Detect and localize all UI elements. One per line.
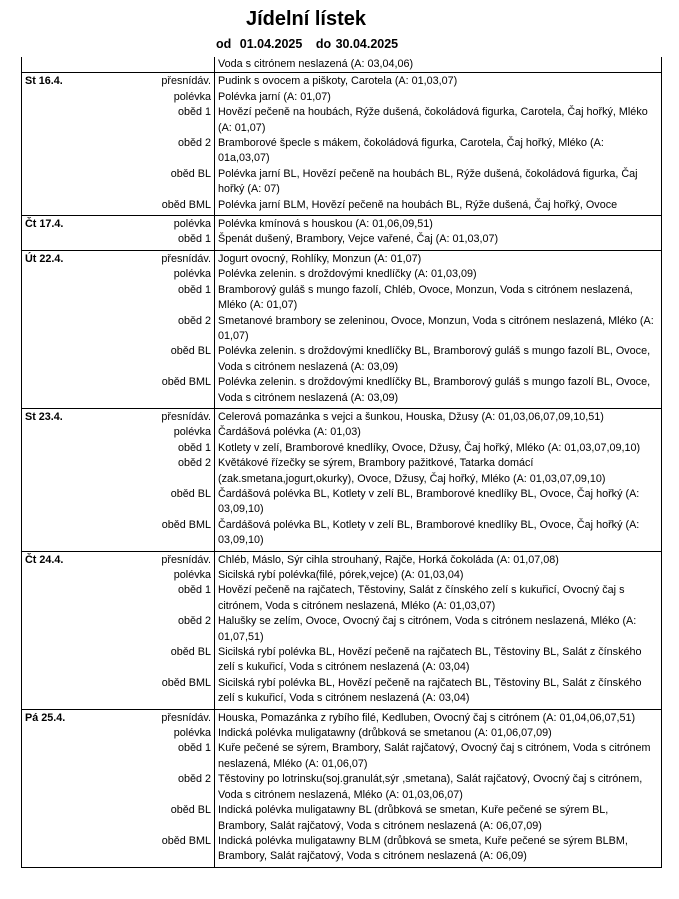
- day-cell: [22, 614, 100, 645]
- meal-description-cell: Houska, Pomazánka z rybího filé, Kedluben, Ovocný čaj s citrónem (A: 01,04,06,07,51): [215, 709, 662, 726]
- meal-type-cell: oběd 2: [177, 457, 211, 470]
- meal-type-cell: [100, 57, 215, 73]
- table-row: [22, 518, 662, 551]
- meal-type-cell: oběd 1: [177, 233, 211, 246]
- menu-top-row-group: [22, 57, 662, 73]
- table-row: [22, 73, 662, 90]
- table-row: [22, 645, 662, 676]
- meal-type-cell: přesnídáv.: [161, 75, 211, 88]
- meal-description-cell: Voda s citrónem neslazená (A: 03,04,06): [215, 57, 662, 73]
- meal-description-cell: Těstoviny po lotrinsku(soj.granulát,sýr ,smetana), Salát rajčatový, Ovocný čaj s citrónem, Voda s citrónem neslazená, Mléko (A: 01,03,06,07): [215, 772, 662, 803]
- table-row: [22, 487, 662, 518]
- table-row: [22, 456, 662, 487]
- meal-type-cell: polévka: [173, 218, 211, 231]
- table-row: [22, 314, 662, 345]
- table-row: [22, 408, 662, 425]
- meal-type-cell: oběd BML: [161, 198, 211, 211]
- meal-description-cell: Polévka zelenin. s droždovými knedlíčky BL, Bramborový guláš s mungo fazolí BL, Ovoce, Voda s citrónem neslazená (A: 03,09): [215, 375, 662, 408]
- day-group: [22, 73, 662, 216]
- table-row: [22, 232, 662, 250]
- meal-description-cell: Polévka zelenin. s droždovými knedlíčky (A: 01,03,09): [215, 267, 662, 282]
- meal-description-cell: Indická polévka muligatawny (drůbková se smetanou (A: 01,06,07,09): [215, 726, 662, 741]
- meal-type-cell: oběd BL: [170, 646, 211, 659]
- meal-description-cell: Pudink s ovocem a piškoty, Carotela (A: 01,03,07): [215, 73, 662, 90]
- meal-description-cell: Polévka zelenin. s droždovými knedlíčky BL, Bramborový guláš s mungo fazolí BL, Ovoce, Voda s citrónem neslazená (A: 03,09): [215, 344, 662, 375]
- meal-type-cell: oběd 2: [177, 773, 211, 786]
- meal-description-cell: Květákové řízečky se sýrem, Brambory pažitkové, Tatarka domácí (zak.smetana,jogurt,okurky), Ovoce, Džusy, Čaj hořký, Mléko (A: 01,03,07,09,10): [215, 456, 662, 487]
- meal-description-cell: Čardášová polévka BL, Kotlety v zelí BL, Bramborové knedlíky BL, Ovoce, Čaj hořký (A: 03,09,10): [215, 487, 662, 518]
- table-row: [22, 267, 662, 282]
- meal-type-cell: oběd BL: [170, 167, 211, 180]
- meal-type-cell: polévka: [173, 426, 211, 439]
- day-cell: [22, 726, 100, 741]
- meal-description-cell: Sicilská rybí polévka BL, Hovězí pečeně na rajčatech BL, Těstoviny BL, Salát z čínského zelí s kukuřicí, Voda s citrónem neslazená (A: 03,04): [215, 645, 662, 676]
- meal-description-cell: Čardášová polévka BL, Kotlety v zelí BL, Bramborové knedlíky BL, Ovoce, Čaj hořký (A: 03,09,10): [215, 518, 662, 551]
- meal-description-cell: Polévka jarní BL, Hovězí pečeně na houbách BL, Rýže dušená, čokoládová figurka, Čaj hořký (A: 07): [215, 167, 662, 198]
- day-cell: [22, 518, 100, 551]
- table-row: [22, 57, 662, 73]
- meal-type-cell: oběd 1: [177, 441, 211, 454]
- day-cell: [22, 167, 100, 198]
- meal-type-cell: polévka: [173, 268, 211, 281]
- table-row: [22, 425, 662, 440]
- day-cell: [22, 314, 100, 345]
- table-row: [22, 216, 662, 233]
- day-cell: [22, 441, 100, 456]
- meal-type-cell: oběd 2: [177, 137, 211, 150]
- table-row: [22, 283, 662, 314]
- meal-type-cell: oběd BML: [161, 376, 211, 389]
- meal-type-cell: polévka: [173, 727, 211, 740]
- day-cell: St 23.4.: [22, 408, 100, 425]
- meal-description-cell: Sicilská rybí polévka BL, Hovězí pečeně na rajčatech BL, Těstoviny BL, Salát z čínského zelí s kukuřicí, Voda s citrónem neslazená (A: 03,04): [215, 676, 662, 709]
- meal-description-cell: Celerová pomazánka s vejci a šunkou, Houska, Džusy (A: 01,03,06,07,09,10,51): [215, 408, 662, 425]
- table-row: [22, 568, 662, 583]
- meal-type-cell: oběd BML: [161, 676, 211, 689]
- from-label: od: [216, 37, 232, 51]
- day-cell: [22, 198, 100, 216]
- day-cell: [22, 676, 100, 709]
- page-title: Jídelní lístek: [245, 8, 367, 30]
- meal-type-cell: oběd 2: [177, 615, 211, 628]
- meal-type-cell: přesnídáv.: [161, 711, 211, 724]
- meal-description-cell: Čardášová polévka (A: 01,03): [215, 425, 662, 440]
- meal-type-cell: oběd 2: [177, 314, 211, 327]
- meal-type-cell: oběd BL: [170, 487, 211, 500]
- table-row: [22, 375, 662, 408]
- table-row: [22, 709, 662, 726]
- table-row: [22, 250, 662, 267]
- meal-description-cell: Smetanové brambory se zeleninou, Ovoce, Monzun, Voda s citrónem neslazená, Mléko (A: 01,07): [215, 314, 662, 345]
- meal-type-cell: oběd 1: [177, 283, 211, 296]
- day-cell: [22, 232, 100, 250]
- day-cell: [22, 283, 100, 314]
- day-cell: [22, 425, 100, 440]
- day-cell: [22, 267, 100, 282]
- table-row: [22, 167, 662, 198]
- to-date: 30.04.2025: [335, 37, 399, 51]
- menu-table: [21, 57, 662, 868]
- day-group: [22, 216, 662, 251]
- meal-description-cell: Kuře pečené se sýrem, Brambory, Salát rajčatový, Ovocný čaj s citrónem, Voda s citrónem neslazená, Mléko (A: 01,06,07): [215, 741, 662, 772]
- meal-type-cell: přesnídáv.: [161, 252, 211, 265]
- table-row: [22, 803, 662, 834]
- day-group: [22, 551, 662, 709]
- meal-description-cell: Hovězí pečeně na rajčatech, Těstoviny, Salát z čínského zelí s kukuřicí, Ovocný čaj s citrónem, Voda s citrónem neslazená, Mléko (A: 01,03,07): [215, 583, 662, 614]
- meal-type-cell: polévka: [173, 569, 211, 581]
- meal-type-cell: oběd 1: [177, 106, 211, 119]
- meal-description-cell: Chléb, Máslo, Sýr cihla strouhaný, Rajče, Horká čokoláda (A: 01,07,08): [215, 551, 662, 568]
- day-group: [22, 709, 662, 867]
- meal-description-cell: Halušky se zelím, Ovoce, Ovocný čaj s citrónem, Voda s citrónem neslazená, Mléko (A: 01,07,51): [215, 614, 662, 645]
- meal-description-cell: Špenát dušený, Brambory, Vejce vařené, Čaj (A: 01,03,07): [215, 232, 662, 250]
- meal-description-cell: Hovězí pečeně na houbách, Rýže dušená, čokoládová figurka, Carotela, Čaj hořký, Mléko (A: 01,07): [215, 105, 662, 136]
- table-row: [22, 614, 662, 645]
- meal-type-cell: přesnídáv.: [161, 553, 211, 566]
- meal-description-cell: Sicilská rybí polévka(filé, pórek,vejce) (A: 01,03,04): [215, 568, 662, 583]
- meal-description-cell: Polévka jarní (A: 01,07): [215, 90, 662, 105]
- meal-type-cell: oběd BL: [170, 345, 211, 358]
- day-cell: [22, 834, 100, 867]
- table-row: [22, 726, 662, 741]
- day-cell: [22, 741, 100, 772]
- meal-type-cell: oběd BML: [161, 834, 211, 847]
- from-date: 01.04.2025: [239, 37, 303, 51]
- table-row: [22, 834, 662, 867]
- meal-description-cell: Indická polévka muligatawny BLM (drůbková se smeta, Kuře pečené se sýrem BLBM, Brambory, Salát rajčatový, Voda s citrónem neslazená (A: 06,09): [215, 834, 662, 867]
- day-cell: [22, 772, 100, 803]
- day-cell: [22, 57, 100, 73]
- table-row: [22, 344, 662, 375]
- table-row: [22, 741, 662, 772]
- day-group: [22, 408, 662, 551]
- meal-type-cell: oběd BL: [170, 804, 211, 817]
- meal-description-cell: Polévka kmínová s houskou (A: 01,06,09,51): [215, 216, 662, 233]
- meal-description-cell: Bramborový guláš s mungo fazolí, Chléb, Ovoce, Monzun, Voda s citrónem neslazená, Mléko (A: 01,07): [215, 283, 662, 314]
- day-cell: Pá 25.4.: [22, 709, 100, 726]
- meal-type-cell: polévka: [173, 90, 211, 103]
- table-row: [22, 105, 662, 136]
- day-cell: [22, 136, 100, 167]
- meal-description-cell: Jogurt ovocný, Rohlíky, Monzun (A: 01,07): [215, 250, 662, 267]
- day-cell: St 16.4.: [22, 73, 100, 90]
- day-cell: [22, 583, 100, 614]
- meal-type-cell: přesnídáv.: [161, 410, 211, 423]
- table-row: [22, 772, 662, 803]
- meal-description-cell: Bramborové špecle s mákem, čokoládová figurka, Carotela, Čaj hořký, Mléko (A: 01a,03,07): [215, 136, 662, 167]
- day-cell: Út 22.4.: [22, 250, 100, 267]
- meal-type-cell: oběd BML: [161, 518, 211, 531]
- day-cell: [22, 645, 100, 676]
- table-row: [22, 198, 662, 216]
- meal-type-cell: oběd 1: [177, 742, 211, 755]
- day-cell: [22, 456, 100, 487]
- day-cell: [22, 803, 100, 834]
- day-cell: [22, 487, 100, 518]
- day-cell: Čt 17.4.: [22, 216, 100, 233]
- day-cell: [22, 344, 100, 375]
- meal-type-cell: oběd 1: [177, 584, 211, 597]
- meal-description-cell: Kotlety v zelí, Bramborové knedlíky, Ovoce, Džusy, Čaj hořký, Mléko (A: 01,03,07,09,10): [215, 441, 662, 456]
- table-row: [22, 441, 662, 456]
- day-cell: [22, 90, 100, 105]
- day-cell: [22, 568, 100, 583]
- day-cell: [22, 105, 100, 136]
- table-row: [22, 90, 662, 105]
- meal-description-cell: Polévka jarní BLM, Hovězí pečeně na houbách BL, Rýže dušená, Čaj hořký, Ovoce: [215, 198, 662, 216]
- table-row: [22, 583, 662, 614]
- to-label: do: [315, 37, 332, 51]
- day-group: [22, 250, 662, 408]
- day-cell: Čt 24.4.: [22, 551, 100, 568]
- meal-description-cell: Indická polévka muligatawny BL (drůbková se smetan, Kuře pečené se sýrem BL, Brambory, Salát rajčatový, Voda s citrónem neslazená (A: 06,07,09): [215, 803, 662, 834]
- table-row: [22, 551, 662, 568]
- date-range: [216, 37, 398, 51]
- day-cell: [22, 375, 100, 408]
- table-row: [22, 136, 662, 167]
- table-row: [22, 676, 662, 709]
